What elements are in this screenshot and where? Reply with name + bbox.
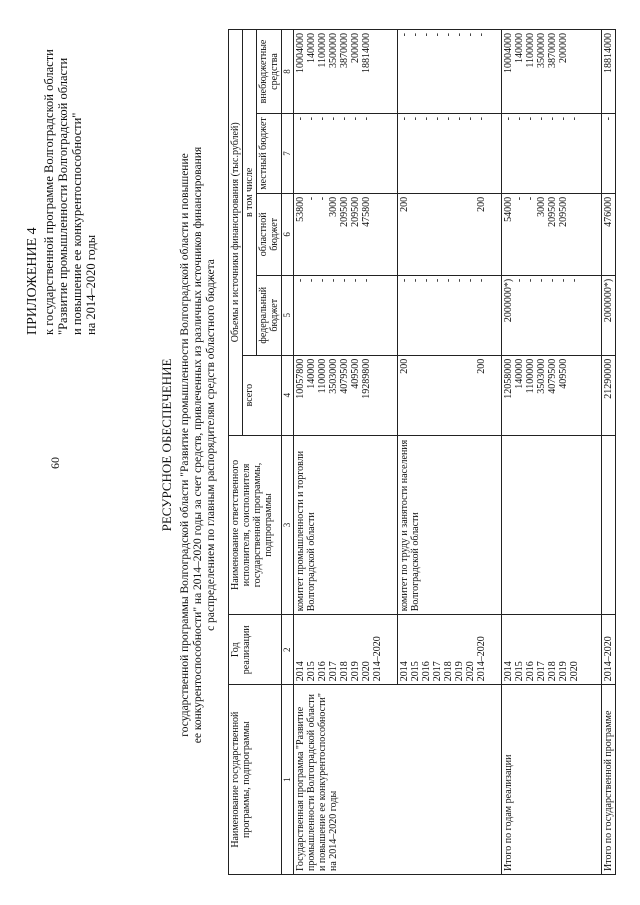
cell-regional: 54000 - - 3000 209500 209500	[502, 193, 602, 275]
column-index: 4	[282, 355, 294, 435]
header-local: местный бюджет	[257, 114, 282, 194]
cell-years: 2014 2015 2016 2017 2018 2019 2020 2014–2020	[294, 615, 398, 685]
cell-executor: комитет по труду и занятости населения Волгоградской области	[398, 435, 502, 615]
header-incl: в том числе	[243, 30, 257, 356]
page-number: 60	[48, 457, 62, 469]
column-index: 5	[282, 275, 294, 355]
table-row	[294, 30, 398, 875]
cell-years: 2014–2020	[602, 615, 616, 685]
appendix-block	[26, 35, 98, 335]
cell-local: - - - - - - -	[294, 114, 398, 194]
column-index: 7	[282, 114, 294, 194]
cell-extra: - - - - - - - -	[398, 30, 502, 114]
title-sub-line: с распределением по главным распорядителям средств областного бюджета	[205, 259, 217, 631]
header-federal: федеральный бюджет	[257, 275, 282, 355]
cell-executor	[502, 435, 602, 615]
cell-total: 200 200	[398, 355, 502, 435]
appendix-line: к государственной программе Волгоградской области	[42, 49, 56, 335]
cell-local: - - - - - - - -	[398, 114, 502, 194]
header-volumes: Объемы и источники финансирования (тыс.рублей)	[229, 30, 243, 436]
title-sub-line: государственной программы Волгоградской области "Развитие промышленности Волгоградской области и повышение	[179, 153, 191, 737]
title-main: РЕСУРСНОЕ ОБЕСПЕЧЕНИЕ	[159, 358, 174, 532]
cell-regional: 53800 - - 3000 209500 209500 475800	[294, 193, 398, 275]
column-index: 2	[282, 615, 294, 685]
title-sub-line: ее конкурентоспособности" на 2014–2020 годы за счет средств, привлеченных из различных источников финансирования	[192, 146, 204, 744]
column-index: 1	[282, 685, 294, 875]
cell-total: 10057800 140000 1100000 3503000 4079500 409500 19289800	[294, 355, 398, 435]
appendix-line: на 2014–2020 годы	[84, 234, 98, 335]
cell-executor: комитет промышленности и торговли Волгоградской области	[294, 435, 398, 615]
cell-federal: 2000000*)	[602, 275, 616, 355]
header-year: Год реализации	[229, 615, 282, 685]
appendix-line: и повышение ее конкурентоспособности"	[70, 112, 84, 335]
header-regional: областной бюджет	[257, 193, 282, 275]
cell-extra: 10004000 140000 1100000 3500000 3870000 200000 18814000	[294, 30, 398, 114]
appendix-line: "Развитие промышленности Волгоградской области	[56, 57, 70, 335]
column-index: 3	[282, 435, 294, 615]
resource-table	[228, 29, 616, 875]
cell-total: 12058000 140000 1100000 3503000 4079500 409500	[502, 355, 602, 435]
cell-years: 2014 2015 2016 2017 2018 2019 2020 2014–2020	[398, 615, 502, 685]
cell-federal: - - - - - - - -	[398, 275, 502, 355]
cell-program-name: Итого по государственной программе	[602, 685, 616, 875]
cell-federal: - - - - - - -	[294, 275, 398, 355]
document-title	[160, 45, 218, 845]
header-extra: внебюджетные средства	[257, 30, 282, 114]
cell-extra: 18814000	[602, 30, 616, 114]
header-executor: Наименование ответственного исполнителя, соисполнителя государственной программы, подпрограммы	[229, 435, 282, 615]
cell-local: -	[602, 114, 616, 194]
table-row	[502, 30, 602, 875]
cell-executor	[602, 435, 616, 615]
cell-program-name: Государственная программа "Развитие промышленности Волгоградской области и повышение ее конкурентоспособности" на 2014–2020 годы	[294, 685, 502, 875]
cell-years: 2014 2015 2016 2017 2018 2019 2020	[502, 615, 602, 685]
cell-regional: 476000	[602, 193, 616, 275]
column-index: 8	[282, 30, 294, 114]
header-name: Наименование государственной программы, подпрограммы	[229, 685, 282, 875]
cell-total: 21290000	[602, 355, 616, 435]
cell-federal: 2000000*) - - - - - -	[502, 275, 602, 355]
header-total: всего	[243, 355, 282, 435]
cell-extra: 10004000 140000 1100000 3500000 3870000 200000	[502, 30, 602, 114]
table-row	[602, 30, 616, 875]
cell-regional: 200 200	[398, 193, 502, 275]
cell-program-name: Итого по годам реализации	[502, 685, 602, 875]
appendix-heading: ПРИЛОЖЕНИЕ 4	[25, 227, 40, 335]
cell-local: - - - - - - -	[502, 114, 602, 194]
column-index: 6	[282, 193, 294, 275]
